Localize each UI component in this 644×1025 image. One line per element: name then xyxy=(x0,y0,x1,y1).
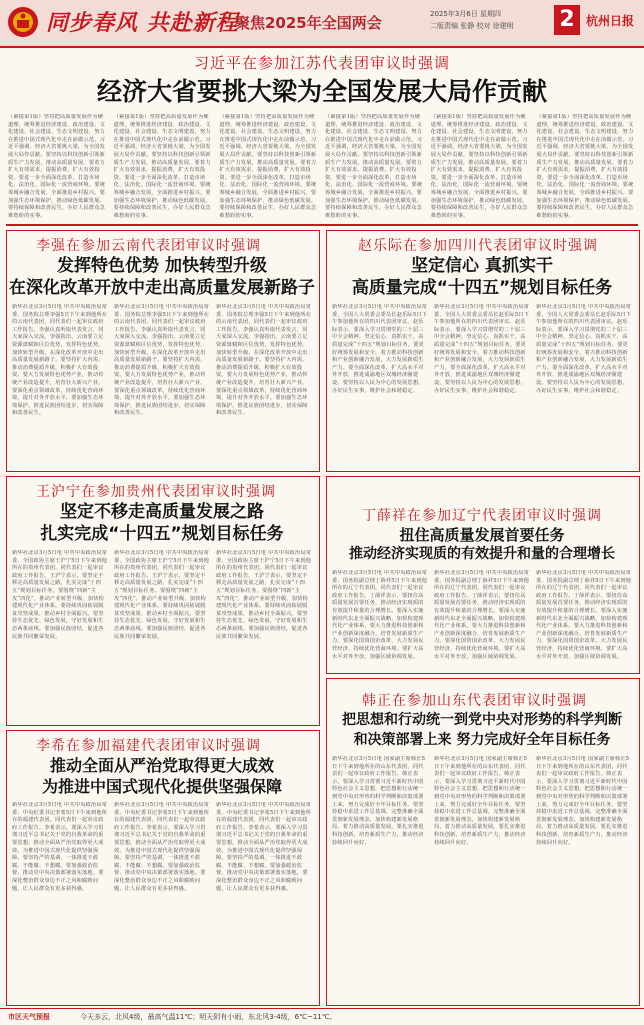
article-headline-line1: 推动全面从严治党取得更大成效 xyxy=(49,756,274,775)
article-body-col: 新华社北京3月5日电 中共中央政治局常委、全国人大常委会委员长赵乐际5日下午参加他所在的四川代表团审议。赵乐际表示，要深入学习贯彻党的二十届三中全会精神，坚定信心、真抓实干，高质量完成“十四五”规划目标任务。要更好统筹发展和安全，着力推动科技创新和产业创新融合发展，大力发展新质生产力。要全面深化改革，扩大高水平对外开放，推进成渝地区双城经济圈建设。要坚持以人民为中心的发展思想，办好民生实事，维护社会和谐稳定。 xyxy=(536,304,632,394)
article-body-col: 新华社北京3月5日电 中共中央政治局常委、国务院副总理丁薛祥5日下午来到他所在的辽宁代表团，同代表们一起审议政府工作报告。丁薛祥表示，要扭住高质量发展首要任务，推动经济实现质的有效提升和量的合理增长。要深入实施新时代东北全面振兴战略，加快构建现代化产业体系。要大力推进科技创新和产业创新深度融合，培育发展新质生产力。要深化国资国企改革，大力发展民营经济，持续优化营商环境。要扩大高水平对外开放，加强区域协调发展。 xyxy=(536,570,632,660)
lead-body-col: （紧接第1版）坚持把高质量发展作为硬道理，统筹推进经济建设、政治建设、文化建设、社会建设、生态文明建设，努力在推进中国式现代化中走在前做示范。习近平强调，经济大省要挑大梁，为全国发展大局作贡献。要坚持以科技创新引领新质生产力发展，推动高质量发展。要着力扩大有效需求，提振消费，扩大有效投资。要进一步全面深化改革，打造市场化、法治化、国际化一流营商环境。要统筹城乡融合发展，全面推进乡村振兴。要加强生态环境保护，推动绿色低碳发展。要持续保障和改善民生，办好人民群众急难愁盼的实事。 xyxy=(219,114,317,219)
article-headline-line2: 扎实完成“十四五”规划目标任务 xyxy=(40,524,284,544)
article-body-col: 新华社北京3月5日电 中共中央政治局常委、中央纪委书记李希5日下午来到他所在的福建代表团，同代表们一起审议政府工作报告。李希表示，要深入学习贯彻习近平总书记关于党的自我革命的重要思想，推动全面从严治党取得更大成效，为推进中国式现代化提供坚强保障。要坚持严的基调，一体推进不敢腐、不能腐、不想腐。要加强政治监督，推动党中央决策部署落实落地。要深化整治群众身边不正之风和腐败问题，让人民群众有更多获得感。 xyxy=(114,802,210,892)
article-kicker: 赵乐际在参加四川代表团审议时强调 xyxy=(358,238,598,254)
paper-name: 杭州日报 xyxy=(586,14,635,28)
article-kicker: 韩正在参加山东代表团审议时强调 xyxy=(362,693,587,709)
page-number: 2 xyxy=(554,5,580,35)
article-headline-line2: 在深化改革开放中走出高质量发展新路子 xyxy=(9,278,315,298)
lead-body-col: （紧接第1版）坚持把高质量发展作为硬道理，统筹推进经济建设、政治建设、文化建设、社会建设、生态文明建设，努力在推进中国式现代化中走在前做示范。习近平强调，经济大省要挑大梁，为全国发展大局作贡献。要坚持以科技创新引领新质生产力发展，推动高质量发展。要着力扩大有效需求，提振消费，扩大有效投资。要进一步全面深化改革，打造市场化、法治化、国际化一流营商环境。要统筹城乡融合发展，全面推进乡村振兴。要加强生态环境保护，推动绿色低碳发展。要持续保障和改善民生，办好人民群众急难愁盼的实事。 xyxy=(325,114,422,219)
article-body-col: 新华社北京3月5日电 中共中央政治局常委、国务院总理李强5日下午来到他所在的云南代表团，同代表们一起审议政府工作报告。李强认真听取代表发言，同大家深入交流。李强指出，云南要立足资源禀赋和区位优势，发挥特色优势，加快转型升级，在深化改革开放中走出高质量发展新路子。要坚持扩大内需，推动消费提质升级，积极扩大有效投资。要大力发展特色优势产业，推动传统产业改造提升，培育壮大新兴产业。要深化重点领域改革，持续优化营商环境，提升对外开放水平。要加强生态环境保护，推进民族团结进步，切实保障和改善民生。 xyxy=(114,304,210,417)
lead-body-col: （紧接第1版）坚持把高质量发展作为硬道理，统筹推进经济建设、政治建设、文化建设、社会建设、生态文明建设，努力在推进中国式现代化中走在前做示范。习近平强调，经济大省要挑大梁，为全国发展大局作贡献。要坚持以科技创新引领新质生产力发展，推动高质量发展。要着力扩大有效需求，提振消费，扩大有效投资。要进一步全面深化改革，打造市场化、法治化、国际化一流营商环境。要统筹城乡融合发展，全面推进乡村振兴。要加强生态环境保护，推动绿色低碳发展。要持续保障和改善民生，办好人民群众急难愁盼的实事。 xyxy=(430,114,528,219)
editor-line: 二版责编 张静 校对 徐建明 xyxy=(430,22,514,30)
article-body-col: 新华社北京3月5日电 国家副主席韩正5日下午来到他所在的山东代表团，同代表们一起审议政府工作报告。韩正表示，要深入学习贯彻习近平新时代中国特色社会主义思想，把思想和行动统一到党中央对形势的科学判断和决策部署上来，努力完成好全年目标任务。要坚持稳中求进工作总基调，完整准确全面贯彻新发展理念，加快构建新发展格局，着力推动高质量发展。要扎实推进科技创新，培育新质生产力，推动经济持续回升向好。 xyxy=(434,756,528,846)
article-headline-line1: 坚定不移走高质量发展之路 xyxy=(60,502,264,522)
article-body xyxy=(332,304,632,464)
article-kicker: 李希在参加福建代表团审议时强调 xyxy=(36,738,261,754)
emblem-icon xyxy=(7,6,39,38)
article-body-col: 新华社北京3月5日电 中共中央政治局常委、中央纪委书记李希5日下午来到他所在的福建代表团，同代表们一起审议政府工作报告。李希表示，要深入学习贯彻习近平总书记关于党的自我革命的重要思想，推动全面从严治党取得更大成效，为推进中国式现代化提供坚强保障。要坚持严的基调，一体推进不敢腐、不能腐、不想腐。要加强政治监督，推动党中央决策部署落实落地。要深化整治群众身边不正之风和腐败问题，让人民群众有更多获得感。 xyxy=(12,802,108,892)
lead-body-col: （紧接第1版）坚持把高质量发展作为硬道理，统筹推进经济建设、政治建设、文化建设、社会建设、生态文明建设，努力在推进中国式现代化中走在前做示范。习近平强调，经济大省要挑大梁，为全国发展大局作贡献。要坚持以科技创新引领新质生产力发展，推动高质量发展。要着力扩大有效需求，提振消费，扩大有效投资。要进一步全面深化改革，打造市场化、法治化、国际化一流营商环境。要统筹城乡融合发展，全面推进乡村振兴。要加强生态环境保护，推动绿色低碳发展。要持续保障和改善民生，办好人民群众急难愁盼的实事。 xyxy=(8,114,105,219)
article-body-col: 新华社北京3月5日电 国家副主席韩正5日下午来到他所在的山东代表团，同代表们一起审议政府工作报告。韩正表示，要深入学习贯彻习近平新时代中国特色社会主义思想，把思想和行动统一到党中央对形势的科学判断和决策部署上来，努力完成好全年目标任务。要坚持稳中求进工作总基调，完整准确全面贯彻新发展理念，加快构建新发展格局，着力推动高质量发展。要扎实推进科技创新，培育新质生产力，推动经济持续回升向好。 xyxy=(536,756,630,846)
article-body xyxy=(12,550,312,718)
article-kicker: 李强在参加云南代表团审议时强调 xyxy=(36,238,261,254)
article-body-col: 新华社北京3月5日电 中共中央政治局常委、全国人大常委会委员长赵乐际5日下午参加他所在的四川代表团审议。赵乐际表示，要深入学习贯彻党的二十届三中全会精神，坚定信心、真抓实干，高质量完成“十四五”规划目标任务。要更好统筹发展和安全，着力推动科技创新和产业创新融合发展，大力发展新质生产力。要全面深化改革，扩大高水平对外开放，推进成渝地区双城经济圈建设。要坚持以人民为中心的发展思想，办好民生实事，维护社会和谐稳定。 xyxy=(332,304,428,394)
article-headline-line1: 把思想和行动统一到党中央对形势的科学判断 xyxy=(342,712,622,728)
lead-headline: 经济大省要挑大梁为全国发展大局作贡献 xyxy=(96,77,547,106)
article-kicker: 丁薛祥在参加辽宁代表团审议时强调 xyxy=(362,508,602,524)
footer xyxy=(0,1008,644,1025)
article-body-col: 新华社北京3月5日电 中共中央政治局常委、国务院总理李强5日下午来到他所在的云南代表团，同代表们一起审议政府工作报告。李强认真听取代表发言，同大家深入交流。李强指出，云南要立足资源禀赋和区位优势，发挥特色优势，加快转型升级，在深化改革开放中走出高质量发展新路子。要坚持扩大内需，推动消费提质升级，积极扩大有效投资。要大力发展特色优势产业，推动传统产业改造提升，培育壮大新兴产业。要深化重点领域改革，持续优化营商环境，提升对外开放水平。要加强生态环境保护，推进民族团结进步，切实保障和改善民生。 xyxy=(12,304,108,417)
article-headline-line2: 和决策部署上来 努力完成好全年目标任务 xyxy=(353,732,611,748)
article-body-col: 新华社北京3月5日电 中共中央政治局常委、全国政协主席王沪宁5日下午来到他所在的贵州代表团，同代表们一起审议政府工作报告。王沪宁表示，要坚定不移走高质量发展之路，扎实完成“十四五”规划目标任务。要围绕“四新”主攻“四化”，推动产业转型升级，加快构建现代化产业体系。要持续巩固拓展脱贫攻坚成果，推动乡村全面振兴。要坚持生态优先、绿色发展，守好发展和生态两条底线。要加强民族团结，促进各民族共同繁荣发展。 xyxy=(216,550,312,640)
article-body-col: 新华社北京3月5日电 中共中央政治局常委、国务院总理李强5日下午来到他所在的云南代表团，同代表们一起审议政府工作报告。李强认真听取代表发言，同大家深入交流。李强指出，云南要立足资源禀赋和区位优势，发挥特色优势，加快转型升级，在深化改革开放中走出高质量发展新路子。要坚持扩大内需，推动消费提质升级，积极扩大有效投资。要大力发展特色优势产业，推动传统产业改造提升，培育壮大新兴产业。要深化重点领域改革，持续优化营商环境，提升对外开放水平。要加强生态环境保护，推进民族团结进步，切实保障和改善民生。 xyxy=(216,304,312,417)
article-body xyxy=(12,802,312,998)
lead-body-col: （紧接第1版）坚持把高质量发展作为硬道理，统筹推进经济建设、政治建设、文化建设、社会建设、生态文明建设，努力在推进中国式现代化中走在前做示范。习近平强调，经济大省要挑大梁，为全国发展大局作贡献。要坚持以科技创新引领新质生产力发展，推动高质量发展。要着力扩大有效需求，提振消费，扩大有效投资。要进一步全面深化改革，打造市场化、法治化、国际化一流营商环境。要统筹城乡融合发展，全面推进乡村振兴。要加强生态环境保护，推动绿色低碳发展。要持续保障和改善民生，办好人民群众急难愁盼的实事。 xyxy=(113,114,211,219)
masthead xyxy=(0,0,644,48)
article-kicker: 王沪宁在参加贵州代表团审议时强调 xyxy=(36,484,276,500)
article-headline-line1: 发挥特色优势 加快转型升级 xyxy=(57,256,267,276)
date-line: 2025年3月6日 星期四 xyxy=(430,10,501,18)
article-headline-line1: 扭住高质量发展首要任务 xyxy=(399,526,565,544)
article-body-col: 新华社北京3月5日电 中共中央政治局常委、国务院副总理丁薛祥5日下午来到他所在的辽宁代表团，同代表们一起审议政府工作报告。丁薛祥表示，要扭住高质量发展首要任务，推动经济实现质的有效提升和量的合理增长。要深入实施新时代东北全面振兴战略，加快构建现代化产业体系。要大力推进科技创新和产业创新深度融合，培育发展新质生产力。要深化国资国企改革，大力发展民营经济，持续优化营商环境。要扩大高水平对外开放，加强区域协调发展。 xyxy=(434,570,530,660)
article-body xyxy=(332,570,632,666)
lead-kicker: 习近平在参加江苏代表团审议时强调 xyxy=(193,54,450,72)
article-body xyxy=(12,304,312,464)
article-body-col: 新华社北京3月5日电 国家副主席韩正5日下午来到他所在的山东代表团，同代表们一起审议政府工作报告。韩正表示，要深入学习贯彻习近平新时代中国特色社会主义思想，把思想和行动统一到党中央对形势的科学判断和决策部署上来，努力完成好全年目标任务。要坚持稳中求进工作总基调，完整准确全面贯彻新发展理念，加快构建新发展格局，着力推动高质量发展。要扎实推进科技创新，培育新质生产力，推动经济持续回升向好。 xyxy=(332,756,426,846)
article-body xyxy=(332,756,632,998)
article-body-col: 新华社北京3月5日电 中共中央政治局常委、中央纪委书记李希5日下午来到他所在的福建代表团，同代表们一起审议政府工作报告。李希表示，要深入学习贯彻习近平总书记关于党的自我革命的重要思想，推动全面从严治党取得更大成效，为推进中国式现代化提供坚强保障。要坚持严的基调，一体推进不敢腐、不能腐、不想腐。要加强政治监督，推动党中央决策部署落实落地。要深化整治群众身边不正之风和腐败问题，让人民群众有更多获得感。 xyxy=(216,802,312,892)
article-headline-line2: 推动经济实现质的有效提升和量的合理增长 xyxy=(349,546,615,562)
article-headline-line2: 为推进中国式现代化提供坚强保障 xyxy=(41,777,282,796)
article-headline-line2: 高质量完成“十四五”规划目标任务 xyxy=(351,278,613,298)
article-body-col: 新华社北京3月5日电 中共中央政治局常委、全国人大常委会委员长赵乐际5日下午参加他所在的四川代表团审议。赵乐际表示，要深入学习贯彻党的二十届三中全会精神，坚定信心、真抓实干，高质量完成“十四五”规划目标任务。要更好统筹发展和安全，着力推动科技创新和产业创新融合发展，大力发展新质生产力。要全面深化改革，扩大高水平对外开放，推进成渝地区双城经济圈建设。要坚持以人民为中心的发展思想，办好民生实事，维护社会和谐稳定。 xyxy=(434,304,530,394)
lead-body-col: （紧接第1版）坚持把高质量发展作为硬道理，统筹推进经济建设、政治建设、文化建设、社会建设、生态文明建设，努力在推进中国式现代化中走在前做示范。习近平强调，经济大省要挑大梁，为全国发展大局作贡献。要坚持以科技创新引领新质生产力发展，推动高质量发展。要着力扩大有效需求，提振消费，扩大有效投资。要进一步全面深化改革，打造市场化、法治化、国际化一流营商环境。要统筹城乡融合发展，全面推进乡村振兴。要加强生态环境保护，推动绿色低碳发展。要持续保障和改善民生，办好人民群众急难愁盼的实事。 xyxy=(536,114,634,219)
weather-label: 市区天气预报 xyxy=(8,1013,50,1021)
article-headline-line1: 坚定信心 真抓实干 xyxy=(411,256,553,276)
series-title: 同步春风 共赴新程 xyxy=(46,10,239,36)
weather-text: 今天多云，北风4级，最高气温11℃；明天阴有小雨，东北风3-4级，6℃~11℃。 xyxy=(80,1013,337,1021)
series-subtitle: 聚焦2025年全国两会 xyxy=(235,14,382,32)
lead-body xyxy=(8,114,636,220)
divider xyxy=(6,224,638,226)
article-body-col: 新华社北京3月5日电 中共中央政治局常委、全国政协主席王沪宁5日下午来到他所在的贵州代表团，同代表们一起审议政府工作报告。王沪宁表示，要坚定不移走高质量发展之路，扎实完成“十四五”规划目标任务。要围绕“四新”主攻“四化”，推动产业转型升级，加快构建现代化产业体系。要持续巩固拓展脱贫攻坚成果，推动乡村全面振兴。要坚持生态优先、绿色发展，守好发展和生态两条底线。要加强民族团结，促进各民族共同繁荣发展。 xyxy=(12,550,108,640)
article-body-col: 新华社北京3月5日电 中共中央政治局常委、全国政协主席王沪宁5日下午来到他所在的贵州代表团，同代表们一起审议政府工作报告。王沪宁表示，要坚定不移走高质量发展之路，扎实完成“十四五”规划目标任务。要围绕“四新”主攻“四化”，推动产业转型升级，加快构建现代化产业体系。要持续巩固拓展脱贫攻坚成果，推动乡村全面振兴。要坚持生态优先、绿色发展，守好发展和生态两条底线。要加强民族团结，促进各民族共同繁荣发展。 xyxy=(114,550,210,640)
article-body-col: 新华社北京3月5日电 中共中央政治局常委、国务院副总理丁薛祥5日下午来到他所在的辽宁代表团，同代表们一起审议政府工作报告。丁薛祥表示，要扭住高质量发展首要任务，推动经济实现质的有效提升和量的合理增长。要深入实施新时代东北全面振兴战略，加快构建现代化产业体系。要大力推进科技创新和产业创新深度融合，培育发展新质生产力。要深化国资国企改革，大力发展民营经济，持续优化营商环境。要扩大高水平对外开放，加强区域协调发展。 xyxy=(332,570,428,660)
